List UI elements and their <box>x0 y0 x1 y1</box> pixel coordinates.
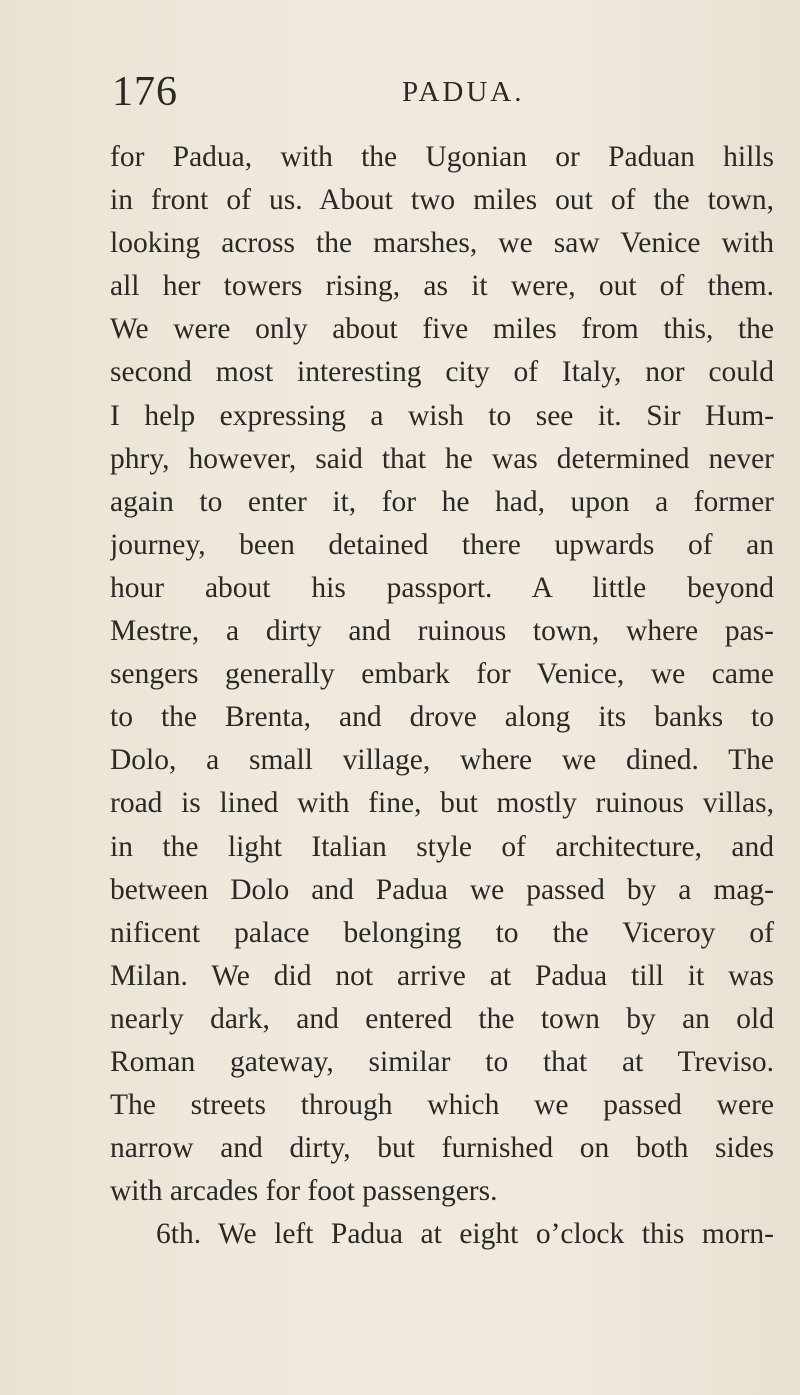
text-line: again to enter it, for he had, upon a former <box>110 485 774 518</box>
text-line: road is lined with fine, but mostly ruinous villas, <box>110 787 774 820</box>
text-line: for Padua, with the Ugonian or Paduan hills <box>110 141 774 173</box>
text-line: narrow and dirty, but furnished on both sides <box>110 1132 774 1165</box>
text-line: We were only about five miles from this, the <box>110 313 774 346</box>
text-line: Dolo, a small village, where we dined. The <box>110 744 774 777</box>
text-line: to the Brenta, and drove along its banks to <box>110 701 774 734</box>
text-line: I help expressing a wish to see it. Sir Hum- <box>110 399 774 432</box>
text-line: Milan. We did not arrive at Padua till it was <box>110 959 774 992</box>
text-line: journey, been detained there upwards of an <box>110 528 774 561</box>
text-line: The streets through which we passed were <box>110 1089 774 1122</box>
text-line: nearly dark, and entered the town by an old <box>110 1002 774 1035</box>
text-line: Roman gateway, similar to that at Treviso. <box>110 1045 774 1078</box>
text-line: 6th. We left Padua at eight o’clock this morn- <box>156 1218 774 1251</box>
text-line: nificent palace belonging to the Viceroy of <box>110 916 774 949</box>
text-line: between Dolo and Padua we passed by a mag- <box>110 873 774 906</box>
body-text <box>110 136 774 1256</box>
text-line: phry, however, said that he was determined never <box>110 442 774 475</box>
text-line: all her towers rising, as it were, out of them. <box>110 270 774 303</box>
text-line: hour about his passport. A little beyond <box>110 571 774 604</box>
page-header <box>112 66 772 118</box>
text-line: looking across the marshes, we saw Venice with <box>110 227 774 260</box>
running-head: PADUA. <box>402 76 525 108</box>
text-line: second most interesting city of Italy, nor could <box>110 356 774 389</box>
text-line: with arcades for foot passengers. <box>110 1175 498 1208</box>
text-line: sengers generally embark for Venice, we came <box>110 658 774 691</box>
text-line: Mestre, a dirty and ruinous town, where pas- <box>110 615 774 648</box>
text-line: in front of us. About two miles out of the town, <box>110 184 774 217</box>
text-line: in the light Italian style of architecture, and <box>110 830 774 863</box>
page-number: 176 <box>112 69 178 115</box>
